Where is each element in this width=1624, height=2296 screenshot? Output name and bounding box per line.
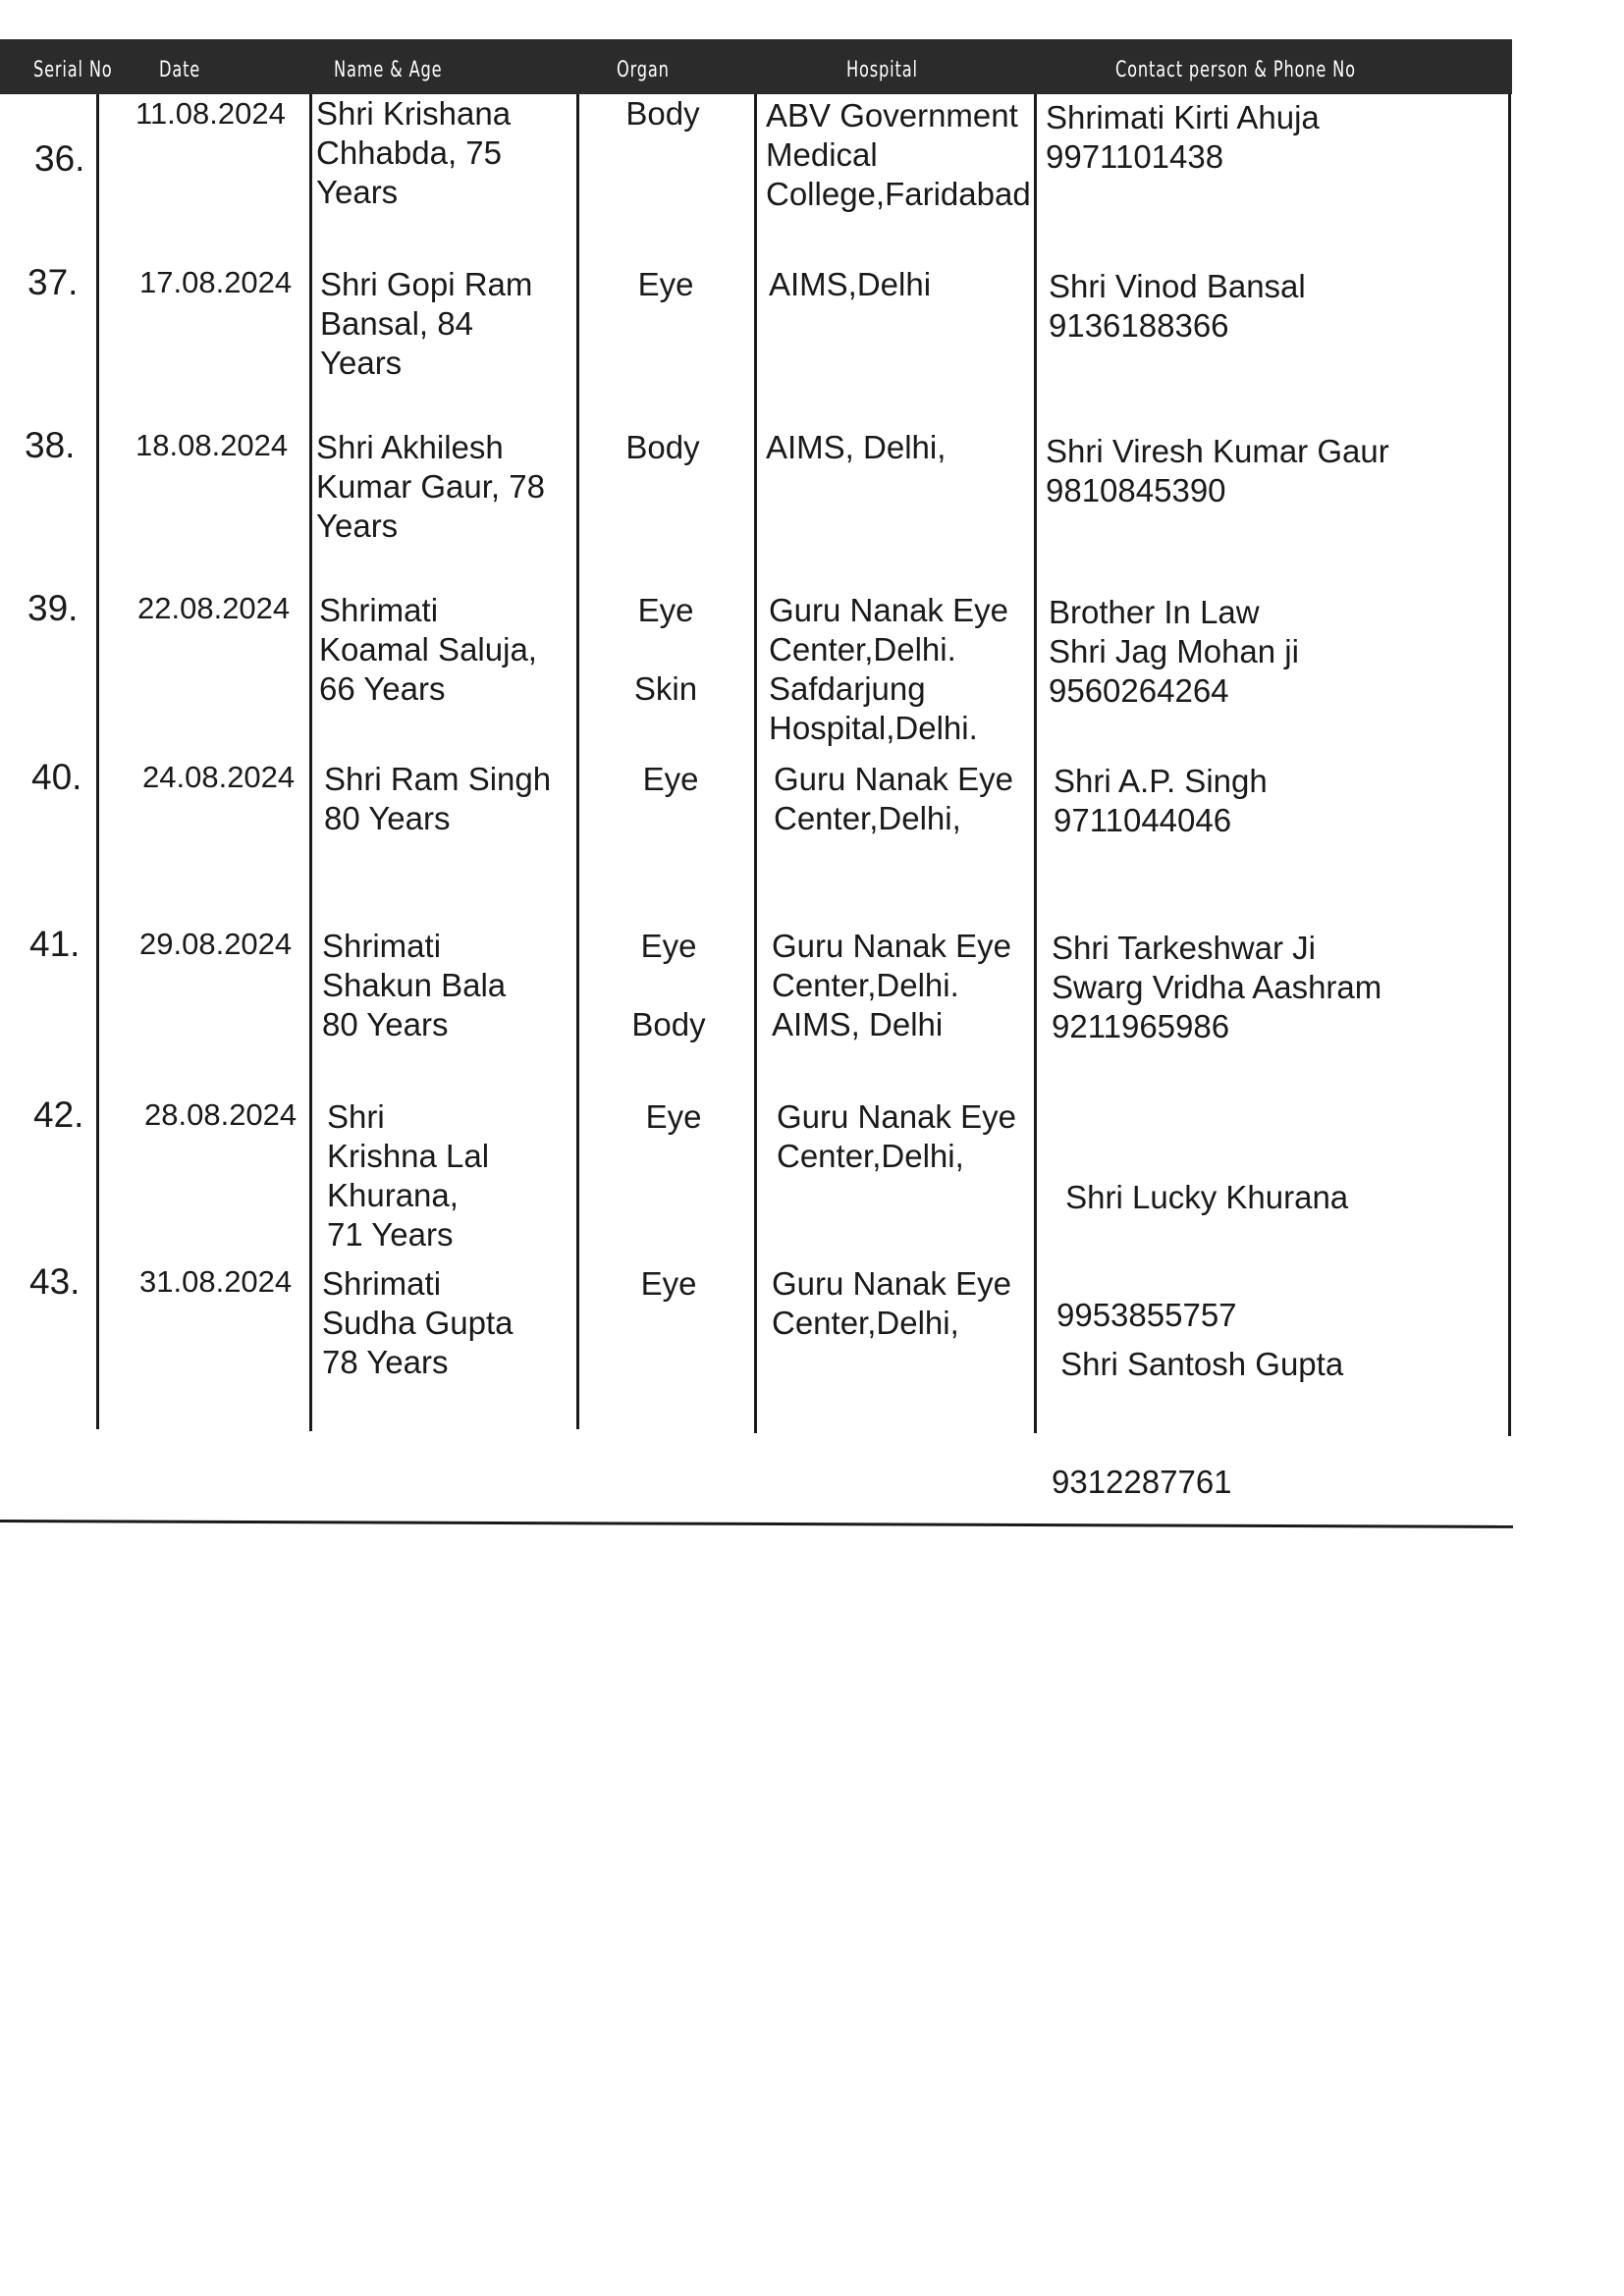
row-date: 29.08.2024 [139,927,293,961]
row-hospital: Guru Nanak Eye Center,Delhi. Safdarjung Hospital,Delhi. [769,592,1008,746]
row-date: 17.08.2024 [139,265,293,299]
row-hospital: Guru Nanak Eye Center,Delhi. AIMS, Delhi [772,928,1011,1042]
serial-number: 38. [25,425,76,465]
row-date: 24.08.2024 [142,760,296,794]
row-contact: Shri Vinod Bansal 9136188366 [1049,268,1306,344]
row-name: Shri Ram Singh 80 Years [324,761,552,836]
column-divider [1034,94,1037,1433]
row-date: 18.08.2024 [135,428,289,462]
row-name: Shri Krishana Chhabda, 75 Years [316,95,512,210]
serial-number: 37. [27,262,79,302]
row-name: Shri Krishna Lal Khurana, 71 Years [327,1098,490,1253]
row-organ: Eye [637,266,694,302]
row-date: 11.08.2024 [135,96,286,131]
row-name: Shri Gopi Ram Bansal, 84 Years [320,266,533,381]
serial-number: 36. [34,138,85,179]
row-hospital: Guru Nanak Eye Center,Delhi, [772,1265,1011,1341]
row-name: Shrimati Sudha Gupta 78 Years [322,1265,514,1380]
row-contact: Shri Lucky Khurana 9953855757 [1056,1179,1349,1333]
row-organ: Eye [640,1265,697,1302]
serial-number: 41. [29,924,81,964]
row-name: Shri Akhilesh Kumar Gaur, 78 Years [316,429,545,544]
serial-number: 42. [33,1095,84,1135]
header-hospital: Hospital [846,58,918,82]
row-organ: Eye Body [631,928,706,1042]
row-hospital: Guru Nanak Eye Center,Delhi, [774,761,1013,836]
row-hospital: ABV Government Medical College,Faridabad [766,97,1031,212]
row-date: 22.08.2024 [137,591,291,625]
row-contact: Shri Tarkeshwar Ji Swarg Vridha Aashram 9211965986 [1052,930,1382,1044]
column-divider [96,94,99,1429]
column-divider [309,94,312,1431]
row-date: 28.08.2024 [144,1097,298,1132]
column-divider [1508,94,1511,1436]
row-organ: Body [625,429,700,465]
row-contact: Shri Viresh Kumar Gaur 9810845390 [1046,433,1389,508]
serial-number: 43. [29,1261,81,1302]
row-date: 31.08.2024 [139,1264,293,1299]
serial-number: 39. [27,588,79,628]
header-name-age: Name & Age [334,58,443,82]
header-organ: Organ [617,58,670,82]
row-hospital: AIMS, Delhi, [766,429,947,465]
row-name: Shrimati Shakun Bala 80 Years [322,928,507,1042]
row-organ: Eye [642,761,699,797]
row-organ: Eye [645,1098,702,1135]
serial-number: 40. [31,757,82,797]
row-name: Shrimati Koamal Saluja, 66 Years [319,592,537,707]
row-contact: Brother In Law Shri Jag Mohan ji 9560264264 [1049,594,1299,709]
row-contact: Shri Santosh Gupta 9312287761 [1052,1346,1344,1500]
row-hospital: Guru Nanak Eye Center,Delhi, [777,1098,1016,1174]
row-hospital: AIMS,Delhi [769,266,932,302]
header-serial-no: Serial No [33,58,113,82]
header-contact: Contact person & Phone No [1115,58,1356,82]
row-organ: Eye Skin [633,592,698,707]
table-header [0,39,1512,94]
header-date: Date [159,58,201,82]
row-contact: Shrimati Kirti Ahuja 9971101438 [1046,99,1320,175]
row-organ: Body [625,95,700,132]
row-contact: Shri A.P. Singh 9711044046 [1054,763,1268,838]
